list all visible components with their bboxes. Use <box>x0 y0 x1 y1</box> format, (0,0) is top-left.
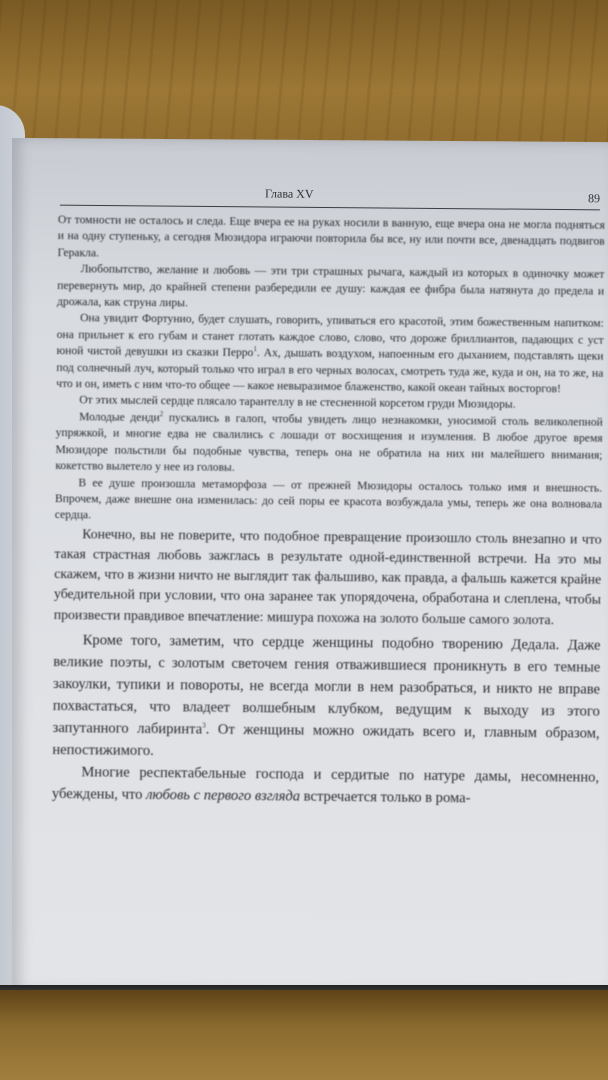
running-head <box>60 183 600 211</box>
paragraph: Кроме того, заметим, что сердце женщины подобно творению Дедала. Даже великие поэты, с золотым светочем гения отважившиеся проникнуть в его темные закоулки, тупики и повороты, не всегда могли в нем разобраться, и никто не вправе похвастаться, что владеет волшебным клубком, ведущим к выходу из этого запутанного лабиринта$^3$. От женщины можно ожидать всего и, главным образом, непостижимого. <box>52 632 601 759</box>
wooden-table-bottom <box>0 990 608 1080</box>
footnote-marker[interactable]: 1 <box>253 345 257 354</box>
paragraph: Конечно, вы не поверите, что подобное превращение произошло столь внезапно и что такая страстная любовь зажглась в результате одной-единственной встречи. На это мы скажем, что в жизни ничто не выглядит так фальшиво, как правда, а фальшь кажется крайне убедительной при условии, что она заранее так упорядочена, обработана и слеплена, чтобы произвести правдивое впечатление: мишура похожа на золото больше самого золота. <box>53 525 602 627</box>
paragraph: Многие респектабельные господа и сердитые по натуре дамы, несомненно, убеждены, что любовь с первого взгляда встречается только в рома- <box>51 764 600 807</box>
page-number: 89 <box>587 191 601 206</box>
paragraph: Она увидит Фортунио, будет слушать, говорить, упиваться его красотой, этим божественным напитком: она прильнет к его губам и станет глотать каждое слово, слово, что дороже бриллиантов, падающих с уст юной чистой девушки из сказки Перро$^1$. Ах, дышать воздухом, напоенным его дыханием, подставлять щеки под солнечный луч, который только что играл в его черных волосах, смотреть туда же, куда и он, на то же, на что и он, иметь с ним что-то общее — какое невыразимое блаженство, какой океан тайных восторгов! <box>56 311 604 396</box>
paragraph: От томности не осталось и следа. Еще вчера ее на руках носили в ванную, еще вчера она не могла подняться и на одну ступеньку, а сегодня Мюзидора играючи повторила бы все, ну или почти все, двенадцать подвигов Геракла. <box>57 212 605 260</box>
footnote-marker[interactable]: 3 <box>202 721 206 730</box>
chapter-title: Глава XV <box>264 186 314 201</box>
paragraph: Молодые денди$^2$ пускались в галоп, чтобы увидеть лицо незнакомки, уносимой столь великолепной упряжкой, и многие едва не свалились с лошади от восхищения и изумления. В любое другое время Мюзидоре польстили бы подобные чувства, теперь она не обратила на них ни малейшего внимания; кокетство вылетело у нее из головы. <box>55 410 603 474</box>
paragraph: Любопытство, желание и любовь — эти три страшных рычага, каждый из которых в одиночку может перевернуть мир, до крайней степени разбередили ее душу: каждая ее фибра была натянута до предела и дрожала, как струна лиры. <box>56 262 605 310</box>
italic-phrase: любовь с первого взгляда <box>146 786 301 805</box>
page-body <box>52 212 605 810</box>
paragraph: От этих мыслей сердце плясало тарантеллу в не стесненной корсетом груди Мюзидоры. <box>79 393 516 412</box>
footnote-marker[interactable]: 2 <box>159 410 164 419</box>
paragraph: В ее душе произошла метаморфоза — от прежней Мюзидоры осталось только имя и внешность. Впрочем, даже внешне она изменилась: до сей поры ее красота возбуждала умы, теперь же она волновала сердца. <box>54 475 603 522</box>
wooden-table-top <box>0 0 608 150</box>
